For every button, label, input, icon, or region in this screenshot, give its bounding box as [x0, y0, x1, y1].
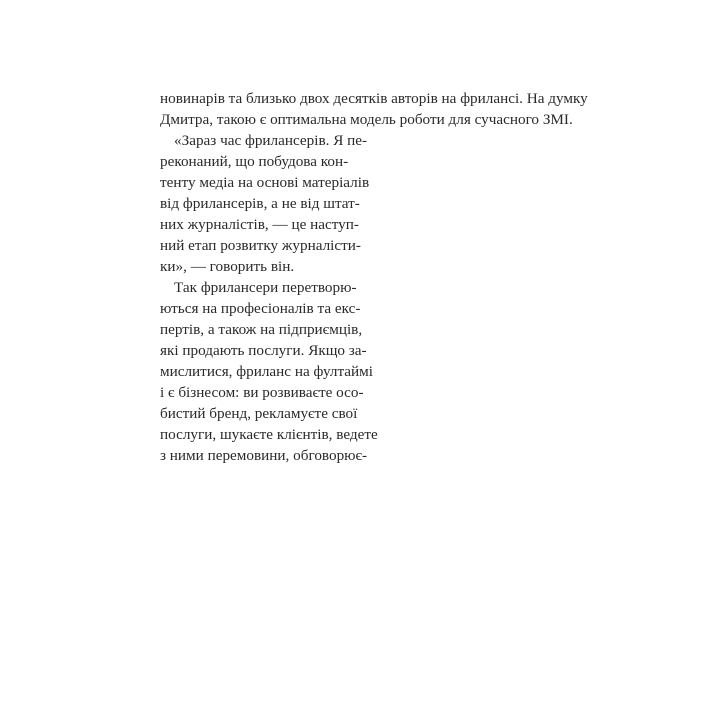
text-line: ються на професіоналів та екс- [160, 300, 361, 317]
text-line: ний етап розвитку журналісти- [160, 237, 361, 254]
text-line: тенту медіа на основі матеріалів [160, 174, 370, 191]
text-line: послуги, шукаєте клієнтів, ведете [160, 426, 378, 443]
text-line: пертів, а також на підприємців, [160, 321, 363, 338]
text-line: ки», — говорить він. [160, 258, 295, 275]
text-line: реконаний, що побудова кон- [160, 153, 349, 170]
text-line: і є бізнесом: ви розвиваєте осо- [160, 384, 364, 401]
text-line: які продають послуги. Якщо за- [160, 342, 367, 359]
text-line: від фрилансерів, а не від штат- [160, 195, 360, 212]
text-line: «Зараз час фрилансерів. Я пе- [174, 132, 368, 149]
text-line: бистий бренд, рекламуєте свої [160, 405, 358, 422]
text-line: мислитися, фриланс на фултаймі [160, 363, 373, 380]
text-line: них журналістів, — це наступ- [160, 216, 359, 233]
text-line: Так фрилансери перетворю- [174, 279, 357, 296]
text-line: з ними перемовини, обговорює- [160, 447, 368, 464]
text-line: новинарів та близько двох десятків авторів на фрилансі. На думку [160, 90, 588, 107]
text-line: Дмитра, такою є оптимальна модель роботи для сучасного ЗМІ. [160, 111, 573, 128]
